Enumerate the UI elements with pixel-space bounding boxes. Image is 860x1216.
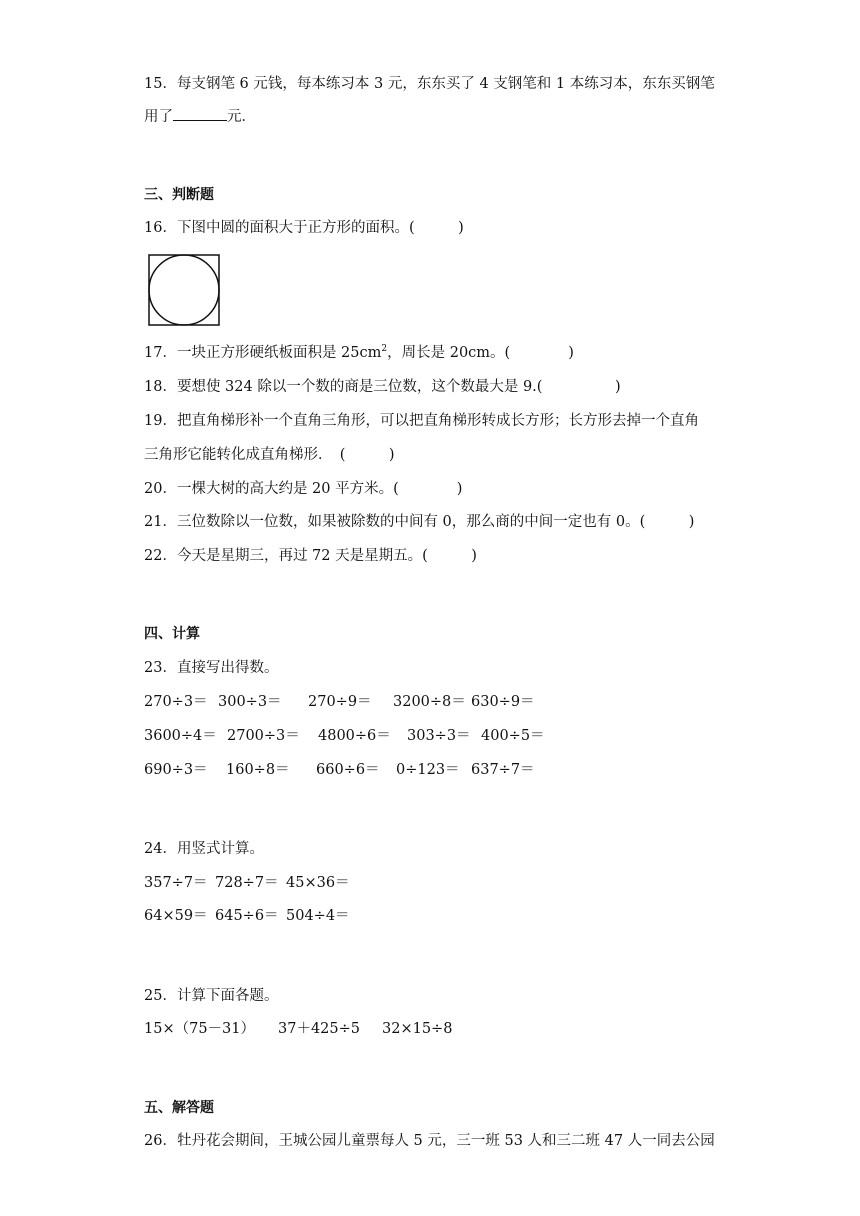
q24-item: 504÷4＝ <box>286 908 350 924</box>
q17 <box>144 343 574 363</box>
q15-answer-blank[interactable] <box>173 106 227 121</box>
q25-item: 32×15÷8 <box>382 1021 453 1037</box>
q15-prefix: 用了 <box>144 109 173 125</box>
q15-line1: 15．每支钢笔 6 元钱，每本练习本 3 元，东东买了 4 支钢笔和 1 本练习本，东东买钢笔 <box>144 76 715 92</box>
q23-item: 3200÷8＝ <box>393 694 466 710</box>
q24-item: 45×36＝ <box>286 875 350 891</box>
q23-item: 160÷8＝ <box>226 762 290 778</box>
q23-item: 637÷7＝ <box>471 762 535 778</box>
q23-item: 400÷5＝ <box>481 728 545 744</box>
q23-item: 303÷3＝ <box>407 728 471 744</box>
q16: 16．下图中圆的面积大于正方形的面积。( ) <box>144 220 464 236</box>
q15-suffix: 元． <box>227 109 256 125</box>
q25-title: 25．计算下面各题。 <box>144 988 279 1004</box>
q23-item: 4800÷6＝ <box>318 728 391 744</box>
q21: 21．三位数除以一位数，如果被除数的中间有 0，那么商的中间一定也有 0。( ) <box>144 514 695 530</box>
q17-suffix: ，周长是 20cm。( ) <box>387 345 574 361</box>
q23-item: 300÷3＝ <box>218 694 282 710</box>
section-4-title: 四、计算 <box>144 626 200 642</box>
q23-item: 630÷9＝ <box>471 694 535 710</box>
q18: 18．要想使 324 除以一个数的商是三位数，这个数最大是 9.( ) <box>144 379 621 395</box>
q24-item: 645÷6＝ <box>215 908 279 924</box>
q23-item: 0÷123＝ <box>396 762 460 778</box>
q23-item: 270÷3＝ <box>144 694 208 710</box>
circle-in-square-figure <box>148 254 220 326</box>
q24-item: 64×59＝ <box>144 908 208 924</box>
q23-title: 23．直接写出得数。 <box>144 660 279 676</box>
section-5-title: 五、解答题 <box>144 1100 214 1116</box>
q17-sup: 2 <box>381 344 388 355</box>
q23-item: 660÷6＝ <box>316 762 380 778</box>
q15-line2 <box>144 106 256 127</box>
q20: 20．一棵大树的高大约是 20 平方米。( ) <box>144 481 463 497</box>
q25-item: 37＋425÷5 <box>278 1021 361 1037</box>
q22: 22．今天是星期三，再过 72 天是星期五。( ) <box>144 548 477 564</box>
q23-item: 2700÷3＝ <box>227 728 300 744</box>
q23-item: 3600÷4＝ <box>144 728 217 744</box>
section-3-title: 三、判断题 <box>144 187 214 203</box>
q24-item: 728÷7＝ <box>215 875 279 891</box>
q24-title: 24．用竖式计算。 <box>144 841 264 857</box>
q24-item: 357÷7＝ <box>144 875 208 891</box>
q23-item: 690÷3＝ <box>144 762 208 778</box>
q17-prefix: 17．一块正方形硬纸板面积是 25cm <box>144 345 382 361</box>
q19-line2: 三角形它能转化成直角梯形． ( ) <box>144 447 395 463</box>
q23-item: 270÷9＝ <box>308 694 372 710</box>
q19-line1: 19．把直角梯形补一个直角三角形，可以把直角梯形转成长方形；长方形去掉一个直角 <box>144 413 699 429</box>
q26-line1: 26．牡丹花会期间，王城公园儿童票每人 5 元，三一班 53 人和三二班 47 人一同去公园 <box>144 1133 715 1149</box>
q25-item: 15×（75－31） <box>144 1021 256 1037</box>
